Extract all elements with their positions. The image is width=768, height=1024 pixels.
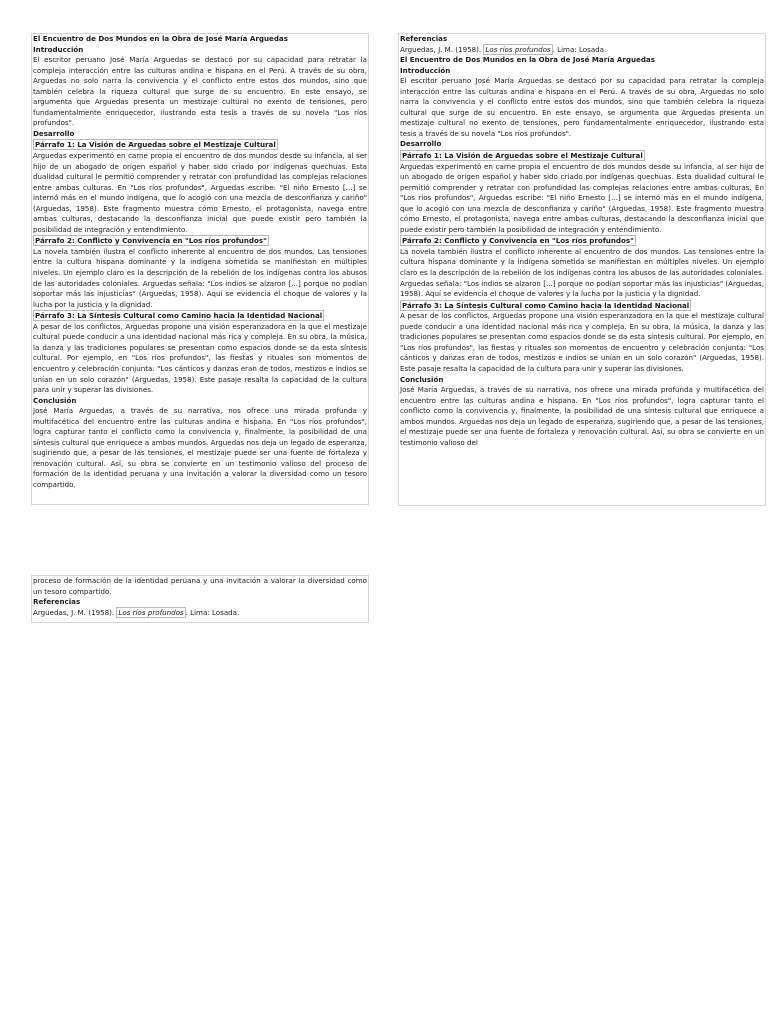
- reference-prefix: Arguedas, J. M. (1958).: [400, 44, 482, 54]
- reference-title: Los ríos profundos: [118, 607, 184, 617]
- p3-heading: Párrafo 3: La Síntesis Cultural como Camino hacia la Identidad Nacional: [35, 311, 323, 321]
- continuation-paragraph: proceso de formación de la identidad peruana y una invitación a valorar la diversidad como un tesoro compartido.: [33, 576, 367, 596]
- p1-paragraph: Arguedas experimentó en carne propia el encuentro de dos mundos desde su infancia, al ser hijo de un abogado de origen español y haber sido criado por indígenas quechuas. Esta dualidad cultural le permitió comprender y retratar con profundidad las complejas relaciones entre ambas culturas. En "Los ríos profundos", Arguedas escribe: "El niño Ernesto [...] se internó más en el mundo indígena, que lo acogió con una mezcla de desconfianza y cariño" (Arguedas, 1958). Este fragmento muestra cómo Ernesto, el protagonista, navega entre ambas culturas, destacando la desconfianza inicial que puede existir pero también la posibilidad de integración y entendimiento.: [33, 151, 367, 234]
- intro-heading: Introducción: [400, 65, 451, 75]
- p2-paragraph: La novela también ilustra el conflicto inherente al encuentro de dos mundos. Las tensiones entre la cultura hispana dominante y la indígena sometida se manifiestan en múltiples niveles. Un ejemplo claro es la descripción de la rebelión de los indígenas contra los abusos de las autoridades coloniales. Arguedas señala: "Los indios se alzaron [...] porque no podían soportar más las injusticias" (Arguedas, 1958). Aquí se evidencia el choque de valores y la lucha por la justicia y la dignidad.: [400, 246, 764, 299]
- essay-page-3: [31, 575, 369, 623]
- p1-heading: Párrafo 1: La Visión de Arguedas sobre el Mestizaje Cultural: [35, 140, 276, 150]
- conclusion-heading: Conclusión: [400, 374, 444, 384]
- p1-heading: Párrafo 1: La Visión de Arguedas sobre el Mestizaje Cultural: [402, 151, 643, 161]
- reference-entry: [33, 608, 367, 619]
- intro-paragraph: El escritor peruano José María Arguedas se destacó por su capacidad para retratar la compleja interacción entre las culturas andina e hispana en el Perú. A través de su obra, Arguedas no solo narra la convivencia y el conflicto entre estos dos mundos, sino que también celebra la riqueza cultural que surge de su encuentro. En este ensayo, se argumenta que Arguedas presenta un mestizaje cultural no exento de tensiones, pero fundamentalmente enriquecedor, ilustrando esta tesis a través de su novela "Los ríos profundos".: [33, 55, 367, 128]
- reference-suffix: . Lima: Losada.: [552, 44, 607, 54]
- conclusion-paragraph-cut: José María Arguedas, a través de su narrativa, nos ofrece una mirada profunda y multifacética del encuentro entre las culturas andina e hispana. En "Los ríos profundos", logra capturar tanto el conflicto como la convivencia y, finalmente, la posibilidad de una síntesis cultural que enriquece a ambos mundos. Arguedas nos deja un legado de esperanza, sugiriendo que, a pesar de las tensiones, el mestizaje puede ser una fuente de fortaleza y renovación cultural. Así, su obra se convierte en un testimonio valioso del: [400, 385, 764, 447]
- intro-heading: Introducción: [33, 44, 84, 54]
- essay-title: El Encuentro de Dos Mundos en la Obra de José María Arguedas: [400, 55, 655, 65]
- reference-suffix: . Lima: Losada.: [185, 607, 240, 617]
- reference-title: Los ríos profundos: [485, 44, 551, 54]
- references-heading: Referencias: [400, 34, 448, 43]
- reference-prefix: Arguedas, J. M. (1958).: [33, 607, 115, 617]
- p2-heading: Párrafo 2: Conflicto y Convivencia en "Los ríos profundos": [402, 236, 634, 246]
- essay-title: El Encuentro de Dos Mundos en la Obra de José María Arguedas: [33, 34, 288, 43]
- references-heading: Referencias: [33, 597, 81, 607]
- essay-page-2: [398, 33, 766, 506]
- conclusion-paragraph: José María Arguedas, a través de su narrativa, nos ofrece una mirada profunda y multifacética del encuentro entre las culturas andina e hispana. En "Los ríos profundos", logra capturar tanto el conflicto como la convivencia y, finalmente, la posibilidad de una síntesis cultural que enriquece a ambos mundos. Arguedas nos deja un legado de esperanza, sugiriendo que, a pesar de las tensiones, el mestizaje puede ser una fuente de fortaleza y renovación cultural. Así, su obra se convierte en un testimonio valioso del proceso de formación de la identidad peruana y una invitación a valorar la diversidad como un tesoro compartido.: [33, 406, 367, 489]
- p3-paragraph: A pesar de los conflictos, Arguedas propone una visión esperanzadora en la que el mestizaje cultural puede conducir a una identidad nacional más rica y compleja. En su obra, la música, la danza y las tradiciones populares se presentan como espacios donde se da esta síntesis cultural. Por ejemplo, en "Los ríos profundos", las fiestas y rituales son momentos de encuentro y celebración conjunta: "Los cánticos y danzas eran de todos, mestizos e indios se unían en un solo corazón" (Arguedas, 1958). Este pasaje resalta la capacidad de la cultura para unir y superar las divisiones.: [400, 311, 764, 373]
- p2-heading: Párrafo 2: Conflicto y Convivencia en "Los ríos profundos": [35, 236, 267, 246]
- reference-entry: [400, 45, 764, 56]
- p3-paragraph: A pesar de los conflictos, Arguedas propone una visión esperanzadora en la que el mestizaje cultural puede conducir a una identidad nacional más rica y compleja. En su obra, la música, la danza y las tradiciones populares se presentan como espacios donde se da esta síntesis cultural. Por ejemplo, en "Los ríos profundos", las fiestas y rituales son momentos de encuentro y celebración conjunta: "Los cánticos y danzas eran de todos, mestizos e indios se unían en un solo corazón" (Arguedas, 1958). Este pasaje resalta la capacidad de la cultura para unir y superar las divisiones.: [33, 321, 367, 395]
- p1-paragraph: Arguedas experimentó en carne propia el encuentro de dos mundos desde su infancia, al ser hijo de un abogado de origen español y haber sido criado por indígenas quechuas. Esta dualidad cultural le permitió comprender y retratar con profundidad las complejas relaciones entre ambas culturas. En "Los ríos profundos", Arguedas escribe: "El niño Ernesto [...] se internó más en el mundo indígena, que lo acogió con una mezcla de desconfianza y cariño" (Arguedas, 1958). Este fragmento muestra cómo Ernesto, el protagonista, navega entre ambas culturas, destacando la desconfianza inicial que puede existir pero también la posibilidad de integración y entendimiento.: [400, 161, 764, 234]
- p3-heading: Párrafo 3: La Síntesis Cultural como Camino hacia la Identidad Nacional: [402, 300, 690, 310]
- p2-paragraph: La novela también ilustra el conflicto inherente al encuentro de dos mundos. Las tensiones entre la cultura hispana dominante y la indígena sometida se manifiestan en múltiples niveles. Un ejemplo claro es la descripción de la rebelión de los indígenas contra los abusos de las autoridades coloniales. Arguedas señala: "Los indios se alzaron [...] porque no podían soportar más las injusticias" (Arguedas, 1958). Aquí se evidencia el choque de valores y la lucha por la justicia y la dignidad.: [33, 246, 367, 309]
- essay-page-1: [31, 33, 369, 505]
- intro-paragraph: El escritor peruano José María Arguedas se destacó por su capacidad para retratar la compleja interacción entre las culturas andina e hispana en el Perú. A través de su obra, Arguedas no solo narra la convivencia y el conflicto entre estos dos mundos, sino que también celebra la riqueza cultural que surge de su encuentro. En este ensayo, se argumenta que Arguedas presenta un mestizaje cultural no exento de tensiones, pero fundamentalmente enriquecedor, ilustrando esta tesis a través de su novela "Los ríos profundos".: [400, 76, 764, 138]
- development-heading: Desarrollo: [33, 128, 75, 138]
- development-heading: Desarrollo: [400, 139, 442, 149]
- conclusion-heading: Conclusión: [33, 395, 77, 405]
